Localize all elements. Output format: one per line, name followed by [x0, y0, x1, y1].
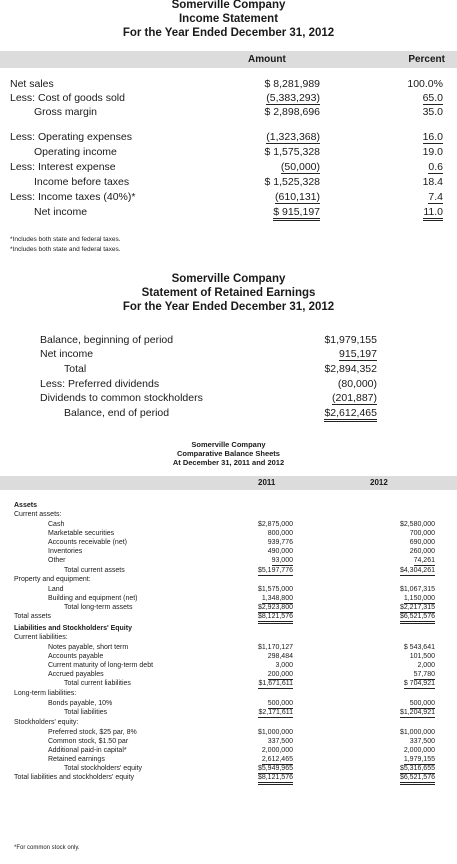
- balance-row: Common stock, $1.50 par 337,500 337,500: [48, 738, 435, 745]
- income-column-header: [0, 51, 457, 68]
- income-footnote: *Includes both state and federal taxes.: [10, 246, 121, 253]
- income-row: Gross margin $ 2,898,696 35.0: [34, 106, 443, 118]
- income-row: Less: Operating expenses (1,323,368) 16.0: [10, 131, 443, 143]
- balance-row: Assets: [14, 502, 37, 509]
- balance-row: Liabilities and Stockholders' Equity: [14, 625, 132, 632]
- balance-row: Long-term liabilities:: [14, 690, 77, 697]
- balance-row: Total liabilities $2,171,611 $1,204,921: [64, 709, 435, 716]
- balance-row: Retained earnings 2,612,465 1,979,155: [48, 756, 435, 763]
- amount-column-label: Amount: [248, 54, 286, 65]
- balance-row: Total assets $8,121,576 $6,521,576: [0, 612, 457, 621]
- balance-row: Inventories 490,000 260,000: [48, 548, 435, 555]
- retained-company: Somerville Company: [171, 273, 286, 285]
- balance-row: Stockholders' equity:: [14, 719, 79, 726]
- retained-title: Statement of Retained Earnings: [141, 287, 316, 299]
- balance-row: Notes payable, short term $1,170,127 $ 543,641: [48, 644, 435, 651]
- year-2012-label: 2012: [370, 478, 388, 487]
- income-company: Somerville Company: [171, 0, 286, 11]
- retained-row: Net income 915,197: [40, 348, 377, 360]
- balance-row: Current assets:: [14, 511, 62, 518]
- retained-period: For the Year Ended December 31, 2012: [122, 301, 335, 313]
- balance-row: Accrued payables 200,000 57,780: [48, 671, 435, 678]
- balance-row: Property and equipment:: [14, 576, 91, 583]
- balance-row: Preferred stock, $25 par, 8% $1,000,000 $1,000,000: [48, 729, 435, 736]
- income-row: Net sales $ 8,281,989 100.0%: [10, 78, 443, 90]
- balance-company: Somerville Company: [191, 440, 266, 449]
- income-row: Less: Interest expense (50,000) 0.6: [10, 161, 443, 173]
- balance-row: Total current assets $5,197,776 $4,304,261: [64, 567, 435, 574]
- balance-row: Current liabilities:: [14, 634, 68, 641]
- balance-row: Land $1,575,000 $1,067,315: [48, 586, 435, 593]
- income-row: Less: Income taxes (40%)* (610,131) 7.4: [10, 191, 443, 203]
- retained-row: Balance, end of period $2,612,465: [0, 407, 457, 419]
- income-row: Income before taxes $ 1,525,328 18.4: [34, 176, 443, 188]
- income-footnote: *Includes both state and federal taxes.: [10, 236, 121, 243]
- balance-row: Current maturity of long-term debt 3,000 2,000: [48, 662, 435, 669]
- income-period: For the Year Ended December 31, 2012: [122, 27, 335, 39]
- balance-row: Cash $2,875,000 $2,580,000: [48, 521, 435, 528]
- balance-row: Total current liabilities $1,671,611 $ 704,921: [64, 680, 435, 687]
- percent-column-label: Percent: [408, 54, 445, 65]
- balance-footnote: *For common stock only.: [14, 845, 80, 851]
- retained-row: Balance, beginning of period $1,979,155: [40, 334, 377, 346]
- retained-row: Dividends to common stockholders (201,887): [40, 392, 377, 404]
- balance-row: Additional paid-in capital* 2,000,000 2,000,000: [48, 747, 435, 754]
- balance-period: At December 31, 2011 and 2012: [172, 458, 285, 467]
- retained-row: Less: Preferred dividends (80,000): [40, 378, 377, 390]
- balance-row: Bonds payable, 10% 500,000 500,000: [48, 700, 435, 707]
- balance-row: Accounts receivable (net) 939,776 690,000: [48, 539, 435, 546]
- balance-row: Total liabilities and stockholders' equity $8,121,576 $6,521,576: [0, 773, 457, 782]
- balance-row: Building and equipment (net) 1,348,800 1,150,000: [48, 595, 435, 602]
- balance-row: Total stockholders' equity $5,949,965 $5,316,655: [64, 765, 435, 772]
- income-row: Operating income $ 1,575,328 19.0: [34, 146, 443, 158]
- income-row: Less: Cost of goods sold (5,383,293) 65.0: [10, 92, 443, 104]
- balance-column-header: [0, 476, 457, 490]
- income-row: Net income $ 915,197 11.0: [0, 206, 457, 218]
- year-2011-label: 2011: [258, 478, 276, 487]
- retained-row: Total $2,894,352: [64, 363, 377, 375]
- balance-row: Total long-term assets $2,923,800 $2,217,315: [64, 604, 435, 611]
- balance-row: Other 93,000 74,261: [48, 557, 435, 564]
- balance-row: Marketable securities 800,000 700,000: [48, 530, 435, 537]
- income-title: Income Statement: [178, 13, 279, 25]
- balance-row: Accounts payable 298,484 101,500: [48, 653, 435, 660]
- balance-title: Comparative Balance Sheets: [177, 449, 280, 458]
